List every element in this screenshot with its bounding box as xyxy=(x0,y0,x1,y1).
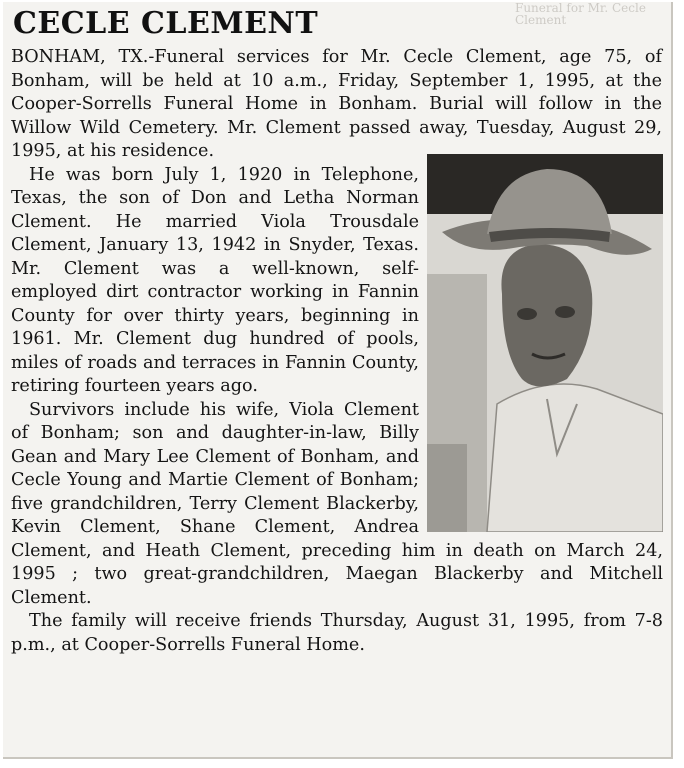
paragraph-survivors: Survivors include his wife, Viola Clement of Bonham; son and daughter-in-law, Billy Gean and Mary Lee Clement of Bonham, and Cecle Young and Martie Clement of Bonham; five grandchildren, Terry Clement Blackerby, Kevin Clement, Shane Clement, Andrea Clement, and Heath Clement, preceding him in death on March 24, 1995 ; two great-grandchildren, Maegan Blackerby and Mitchell Clement. xyxy=(11,399,663,608)
paragraph-biography: He was born July 1, 1920 in Telephone, Texas, the son of Don and Letha Norman Clement. He married Viola Trousdale Clement, January 13, 1942 in Snyder, Texas. Mr. Clement was a well-known, self-employed dirt contractor working in Fannin County for over thirty years, beginning in 1961. Mr. Clement dug hundred of pools, miles of roads and terraces in Fannin County, retiring fourteen years ago. xyxy=(11,164,419,396)
paragraph-services: BONHAM, TX.-Funeral services for Mr. Cecle Clement, age 75, of Bonham, will be held at 10 a.m., Friday, September 1, 1995, at the Cooper-Sorrells Funeral Home in Bonham. Burial will follow in the Willow Wild Cemetery. Mr. Clement passed away, Tuesday, August 29, 1995, at his residence. xyxy=(11,47,662,161)
obituary-clipping xyxy=(3,2,673,759)
portrait-photo-icon xyxy=(427,154,663,532)
portrait-photo xyxy=(427,154,663,532)
paragraph-visitation: The family will receive friends Thursday, August 31, 1995, from 7-8 p.m., at Cooper-Sorrells Funeral Home. xyxy=(11,611,663,655)
obituary-body xyxy=(11,46,663,657)
obituary-headline: CECLE CLEMENT xyxy=(13,6,319,41)
bleed-through-text: Funeral for Mr. Cecle Clement xyxy=(515,2,646,27)
